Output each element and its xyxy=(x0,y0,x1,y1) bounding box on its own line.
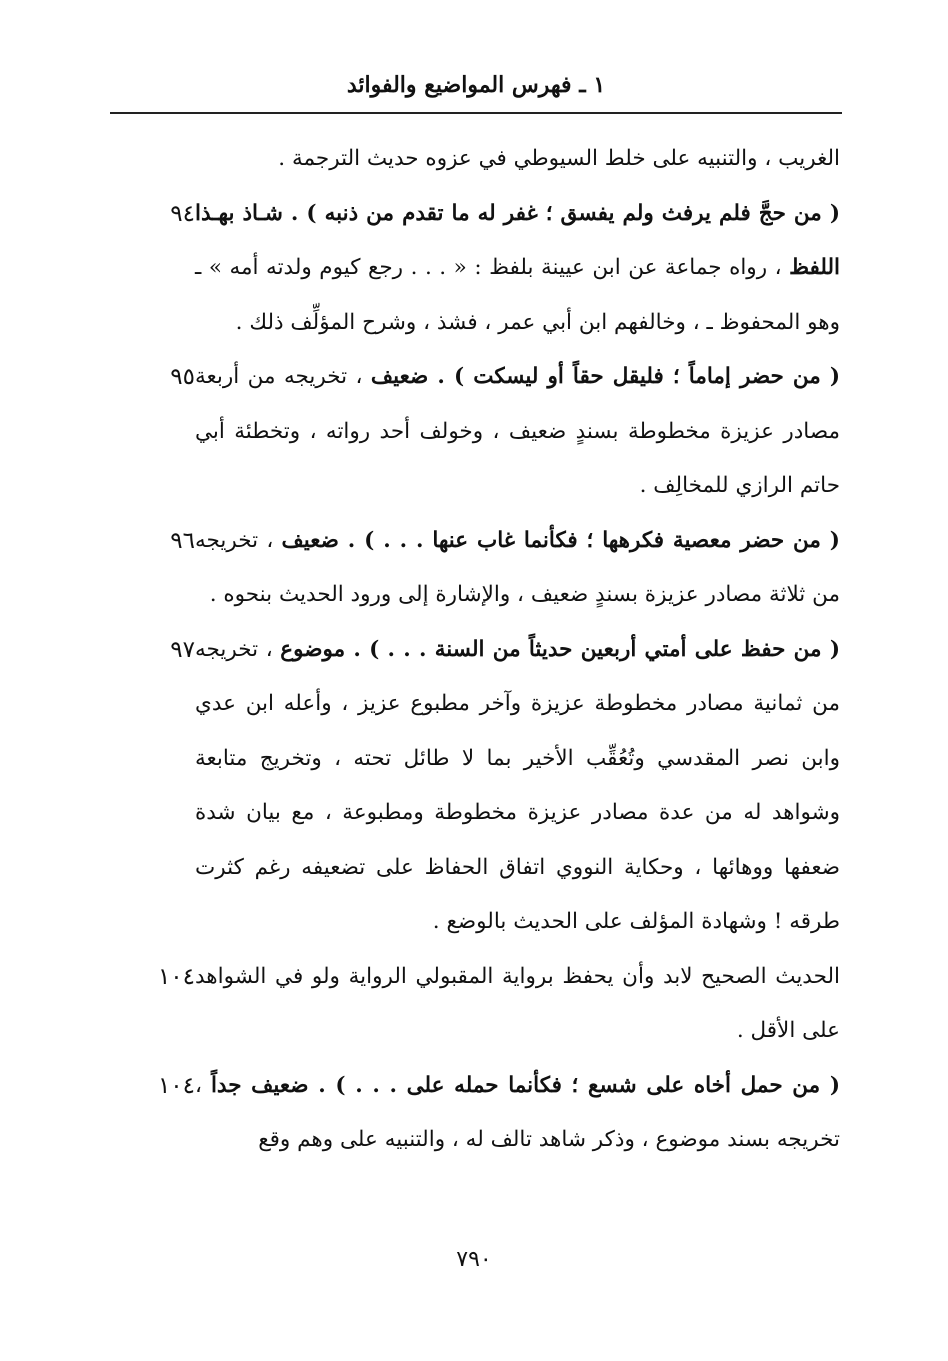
index-entry xyxy=(115,514,840,623)
index-entries xyxy=(115,132,840,1168)
entry-text xyxy=(195,1059,840,1168)
index-entry xyxy=(115,950,840,1059)
entry-text xyxy=(195,350,840,514)
entry-bold-text: ( من حمل أخاه على شسع ؛ فكأنما حمله على . . . ) . ضعيف جداً xyxy=(210,1072,840,1098)
entry-body-text: الحديث الصحيح لابد وأن يحفظ برواية المقبولي الرواية ولو في الشواهد على الأقل . xyxy=(195,963,840,1043)
index-entry xyxy=(115,623,840,950)
entry-text xyxy=(195,514,840,623)
entry-number: ٩٦ xyxy=(170,527,195,554)
entry-body-text: ، تخريجه بسند موضوع ، وذكر شاهد تالف له ، والتنبيه على وهم وقع xyxy=(195,1072,840,1152)
header-divider xyxy=(110,112,842,114)
entry-number: ٩٥ xyxy=(170,364,195,390)
entry-text xyxy=(195,132,840,187)
entry-number: ١٠٤ xyxy=(157,963,195,990)
index-entry xyxy=(115,132,840,187)
entry-bold-text: ( من حضر إماماً ؛ فليقل حقاً أو ليسكت ) . ضعيف xyxy=(370,364,841,389)
index-entry xyxy=(115,1059,840,1168)
entry-body-text: ، تخريجه من ثلاثة مصادر عزيزة بسندٍ ضعيف ، والإشارة إلى ورود الحديث بنحوه . xyxy=(195,527,840,607)
entry-body-text: ، تخريجه من أربعة مصادر عزيزة مخطوطة بسندٍ ضعيف ، وخولف أحد رواته ، وتخطئة أبي حاتم الرازي للمخالِف . xyxy=(195,364,840,498)
entry-number: ١٠٤ xyxy=(157,1072,195,1099)
entry-text xyxy=(195,187,840,351)
page-number: ٧٩٠ xyxy=(456,1247,492,1272)
entry-text xyxy=(195,623,840,950)
entry-number: ٩٧ xyxy=(170,636,195,663)
entry-bold-text: ( من حفظ على أمتي أربعين حديثاً من السنة . . . ) . موضوع xyxy=(280,636,840,662)
index-entry xyxy=(115,187,840,351)
entry-body-text: الغريب ، والتنبيه على خلط السيوطي في عزوه حديث الترجمة . xyxy=(278,146,840,171)
entry-bold-text: ( من حجَّ فلم يرفث ولم يفسق ؛ غفر له ما تقدم من ذنبه ) . شـاذ بهـذا اللفظ xyxy=(195,200,840,280)
entry-number: ٩٤ xyxy=(170,200,195,227)
page-header-title: ١ ـ فهرس المواضيع والفوائد xyxy=(346,72,606,98)
entry-text xyxy=(195,950,840,1059)
entry-bold-text: ( من حضر معصية فكرهها ؛ فكأنما غاب عنها . . . ) . ضعيف xyxy=(281,527,840,553)
entry-body-text: ، رواه جماعة عن ابن عيينة بلفظ : « . . . رجع كيوم ولدته أمه » ـ وهو المحفوظ ـ ، وخالفهم ابن أبي عمر ، فشذ ، وشرح المؤلِّف ذلك . xyxy=(195,255,840,335)
entry-body-text: ، تخريجه من ثمانية مصادر مخطوطة عزيزة وآخر مطبوع عزيز ، وأعله ابن عدي وابن نصر المقدسي وتُعُقِّب الأخير بما لا طائل تحته ، وتخريج متابعة وشواهد له من عدة مصادر عزيزة مخطوطة ومطبوعة ، مع بيان شدة ضعفها ووهائها ، وحكاية النووي اتفاق الحفاظ على تضعيفه رغم كثرت طرقه ! وشهادة المؤلف على الحديث بالوضع . xyxy=(195,636,840,934)
index-entry xyxy=(115,350,840,514)
